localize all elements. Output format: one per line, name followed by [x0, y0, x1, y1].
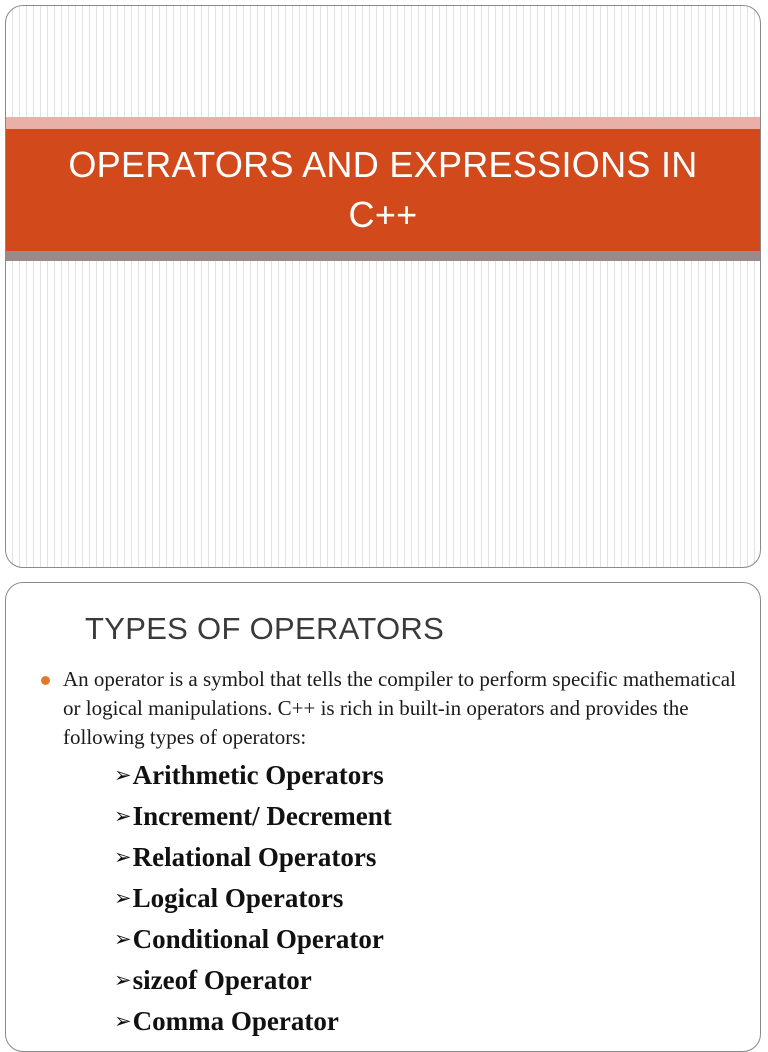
title-band [6, 129, 760, 251]
list-item-label: Logical Operators [132, 883, 344, 913]
list-item-label: Comma Operator [132, 1006, 339, 1036]
arrow-bullet-icon: ➢ [114, 968, 132, 992]
list-item [114, 919, 392, 960]
arrow-bullet-icon: ➢ [114, 886, 132, 910]
list-item-label: Arithmetic Operators [132, 760, 384, 790]
arrow-bullet-icon: ➢ [114, 804, 132, 828]
arrow-bullet-icon: ➢ [114, 763, 132, 787]
list-item [114, 1001, 392, 1042]
list-item-label: Increment/ Decrement [132, 801, 392, 831]
bullet-text: An operator is a symbol that tells the compiler to perform specific mathematical or logical manipulations. C++ is rich in built-in operators and provides the following types of operators: [63, 667, 736, 749]
bullet-dot-icon [41, 676, 50, 685]
title-band-top-stripe [6, 117, 760, 129]
list-item [114, 837, 392, 878]
list-item [114, 878, 392, 919]
list-item [114, 796, 392, 837]
title-band-bottom-stripe [6, 251, 760, 261]
arrow-bullet-icon: ➢ [114, 845, 132, 869]
slide-heading: TYPES OF OPERATORS [85, 611, 445, 646]
arrow-bullet-icon: ➢ [114, 1009, 132, 1033]
arrow-bullet-icon: ➢ [114, 927, 132, 951]
title-slide [5, 5, 761, 568]
slide-title: OPERATORS AND EXPRESSIONS IN C++ [68, 144, 698, 235]
content-slide [5, 582, 761, 1052]
list-item-label: Conditional Operator [132, 924, 384, 954]
list-item-label: Relational Operators [132, 842, 377, 872]
list-item-label: sizeof Operator [132, 965, 312, 995]
operator-types-list [114, 755, 392, 1042]
list-item [114, 755, 392, 796]
list-item [114, 960, 392, 1001]
